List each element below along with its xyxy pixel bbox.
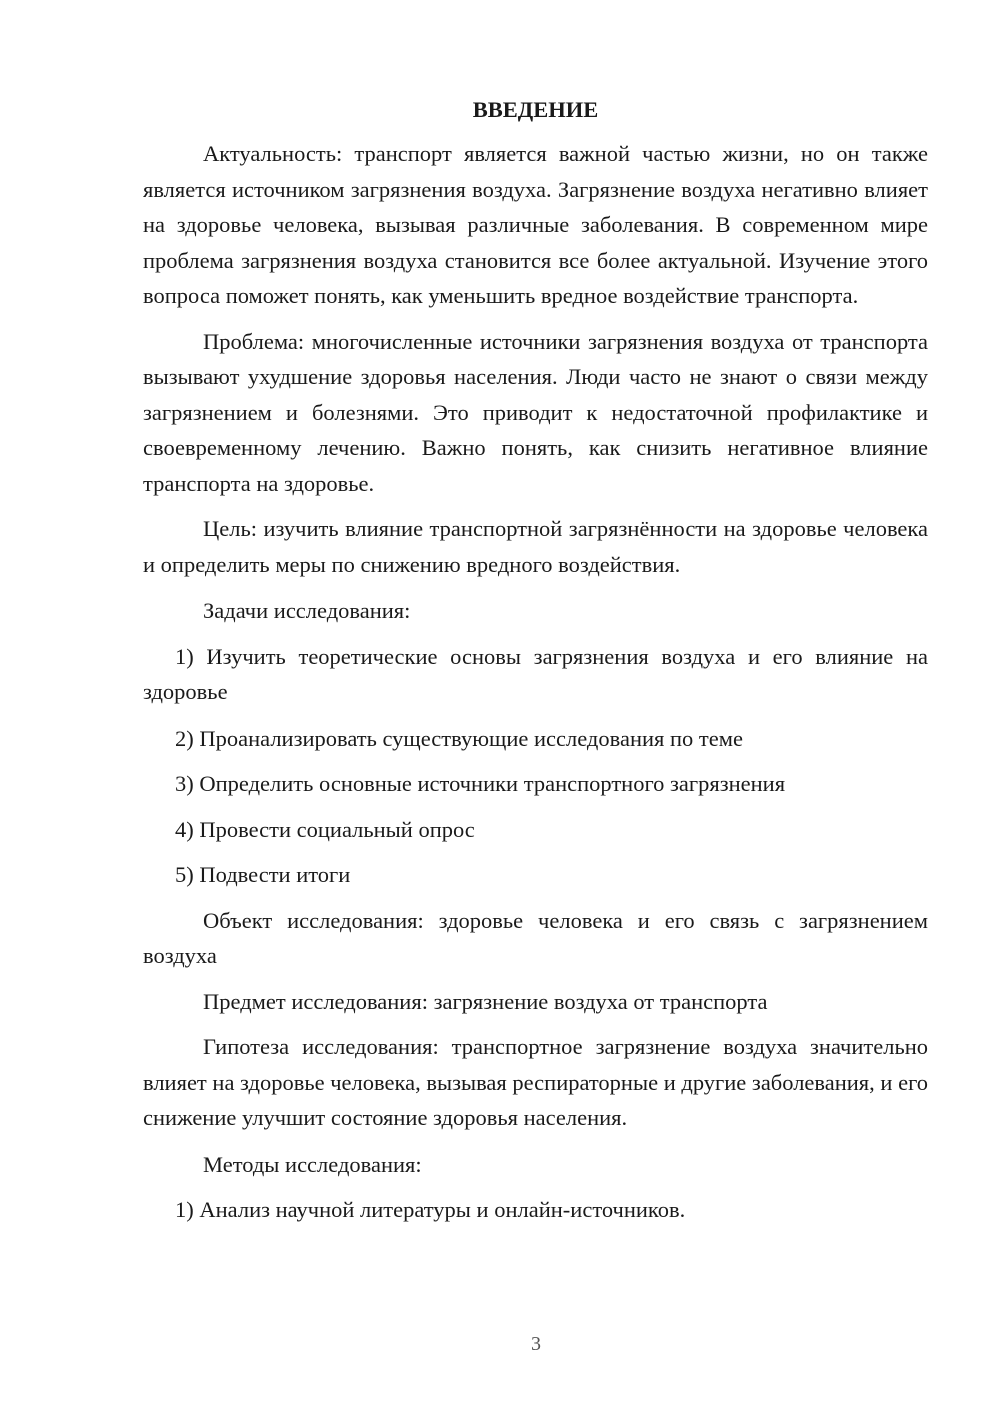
paragraph-subject: Предмет исследования: загрязнение воздуха от транспорта	[203, 988, 768, 1014]
methods-heading: Методы исследования:	[203, 1151, 422, 1177]
paragraph-goal: Цель: изучить влияние транспортной загрязнённости на здоровье человека и определить меры по снижению вредного воздействия.	[143, 516, 928, 577]
task-item-2: 2) Проанализировать существующие исследования по теме	[175, 725, 743, 751]
document-body	[143, 94, 928, 1228]
paragraph-object: Объект исследования: здоровье человека и его связь с загрязнением воздуха	[143, 907, 928, 968]
page-number: 3	[531, 1333, 541, 1355]
method-item-1: 1) Анализ научной литературы и онлайн-источников.	[175, 1197, 686, 1222]
tasks-heading: Задачи исследования:	[203, 598, 411, 623]
section-title: ВВЕДЕНИЕ	[472, 97, 599, 122]
task-item-3: 3) Определить основные источники транспортного загрязнения	[175, 771, 786, 796]
paragraph-hypothesis: Гипотеза исследования: транспортное загрязнение воздуха значительно влияет на здоровье человека, вызывая респираторные и другие заболевания, и его снижение улучшит состояние здоровья населения.	[143, 1034, 928, 1130]
task-item-1: 1) Изучить теоретические основы загрязнения воздуха и его влияние на здоровье	[143, 643, 928, 704]
paragraph-relevance: Актуальность: транспорт является важной частью жизни, но он также является источником загрязнения воздуха. Загрязнение воздуха негативно влияет на здоровье человека, вызывая различные заболевания. В современном мире проблема загрязнения воздуха становится все более актуальной. Изучение этого вопроса поможет понять, как уменьшить вредное воздействие транспорта.	[143, 141, 928, 308]
task-item-4: 4) Провести социальный опрос	[175, 816, 475, 842]
paragraph-problem: Проблема: многочисленные источники загрязнения воздуха от транспорта вызывают ухудшение здоровья населения. Люди часто не знают о связи между загрязнением и болезнями. Это приводит к недостаточной профилактике и своевременному лечению. Важно понять, как снизить негативное влияние транспорта на здоровье.	[143, 328, 928, 496]
task-item-5: 5) Подвести итоги	[175, 862, 351, 887]
